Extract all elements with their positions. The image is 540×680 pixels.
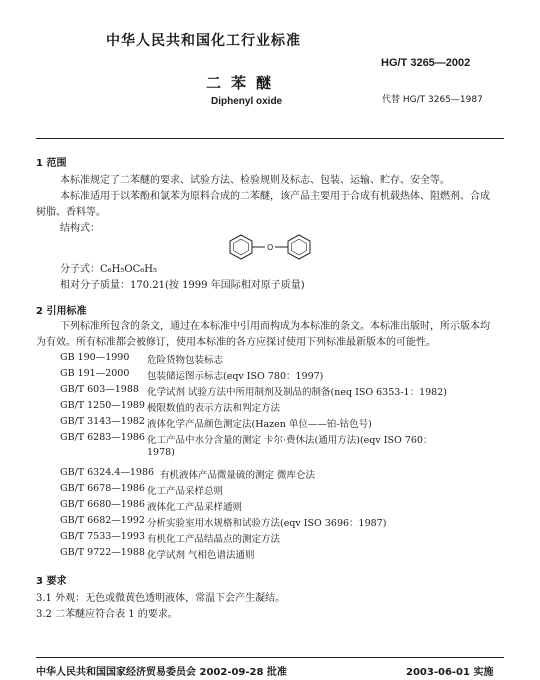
ref-code: GB/T 6283—1986 — [60, 432, 145, 443]
ref-title: 化工产品采样总则 — [147, 486, 224, 497]
replaces-note: 代替 HG/T 3265—1987 — [382, 95, 483, 105]
ref-code: GB/T 6324.4—1986 — [60, 467, 155, 478]
section-1-paragraph-2-cont: 树脂、香料等。 — [36, 207, 106, 218]
ref-title: 危险货物包装标志 — [147, 355, 224, 366]
ref-code: GB/T 6678—1986 — [60, 483, 145, 494]
structure-label: 结构式： — [60, 223, 100, 234]
ref-code: GB/T 6682—1992 — [60, 515, 145, 526]
section-3-2-requirement: 3.2 二苯醚应符合表 1 的要求。 — [36, 609, 178, 620]
diphenyl-ether-structure — [229, 234, 313, 260]
section-2-paragraph-1: 下列标准所包含的条文，通过在本标准中引用而构成为本标准的条文。本标准出版时，所示版本均 — [60, 321, 490, 332]
footer-divider — [36, 657, 504, 658]
issuing-authority-header: 中华人民共和国化工行业标准 — [106, 33, 301, 49]
section-2-heading: 2 引用标准 — [36, 306, 87, 317]
section-3-1-appearance: 3.1 外观：无色或微黄色透明液体，常温下会产生凝结。 — [36, 593, 286, 604]
molecular-mass: 相对分子质量：170.21(按 1999 年国际相对原子质量) — [60, 280, 305, 291]
ref-code: GB/T 603—1988 — [60, 384, 139, 395]
ref-title: 化工产品中水分含量的测定 卡尔·费休法(通用方法)(eqv ISO 760： — [147, 435, 433, 446]
ref-title: 极限数值的表示方法和判定方法 — [147, 403, 281, 414]
svg-text:O: O — [267, 243, 274, 252]
section-1-paragraph-1: 本标准规定了二苯醚的要求、试验方法、检验规则及标志、包装、运输、贮存、安全等。 — [60, 175, 450, 186]
ref-code: GB/T 7533—1993 — [60, 531, 145, 542]
ref-title: 液体化学产品颜色测定法(Hazen 单位——铂-钴色号) — [147, 419, 372, 430]
ref-code: GB 190—1990 — [60, 352, 130, 363]
section-3-heading: 3 要求 — [36, 576, 67, 587]
document-title-cn: 二苯醚 — [206, 74, 282, 92]
ref-code: GB 191—2000 — [60, 368, 130, 379]
ref-code: GB/T 6680—1986 — [60, 499, 145, 510]
molecular-formula: 分子式：C₆H₅OC₆H₅ — [60, 264, 157, 275]
ref-code: GB/T 3143—1982 — [60, 416, 145, 427]
ref-title: 分析实验室用水规格和试验方法(eqv ISO 3696：1987) — [147, 518, 387, 529]
ref-title: 包装储运图示标志(eqv ISO 780：1997) — [147, 371, 324, 382]
ref-title: 有机化工产品结晶点的测定方法 — [147, 534, 281, 545]
ref-title: 化学试剂 试验方法中所用制剂及制品的制备(neq ISO 6353-1：1982) — [147, 387, 447, 398]
section-2-paragraph-1-cont: 为有效。所有标准都会被修订，使用本标准的各方应探讨使用下列标准最新版本的可能性。 — [36, 337, 436, 348]
ref-title: 化学试剂 气相色谱法通则 — [147, 550, 255, 561]
section-1-heading: 1 范围 — [36, 158, 67, 169]
ref-title-cont: 1978) — [147, 447, 175, 458]
document-title-en: Diphenyl oxide — [211, 96, 283, 107]
approval-note: 中华人民共和国国家经济贸易委员会 2002-09-28 批准 — [36, 667, 287, 678]
standard-code: HG/T 3265—2002 — [381, 57, 471, 69]
ref-code: GB/T 1250—1989 — [60, 400, 145, 411]
header-divider — [36, 138, 504, 139]
implementation-date: 2003-06-01 实施 — [406, 667, 494, 678]
ref-code: GB/T 9722—1988 — [60, 547, 145, 558]
ref-title: 液体化工产品采样通则 — [147, 502, 243, 513]
ref-title: 有机液体产品微量硫的测定 微库仑法 — [160, 470, 316, 481]
section-1-paragraph-2: 本标准适用于以苯酚和氯苯为原料合成的二苯醚，该产品主要用于合成有机载热体、阻燃剂、合成 — [60, 191, 490, 202]
